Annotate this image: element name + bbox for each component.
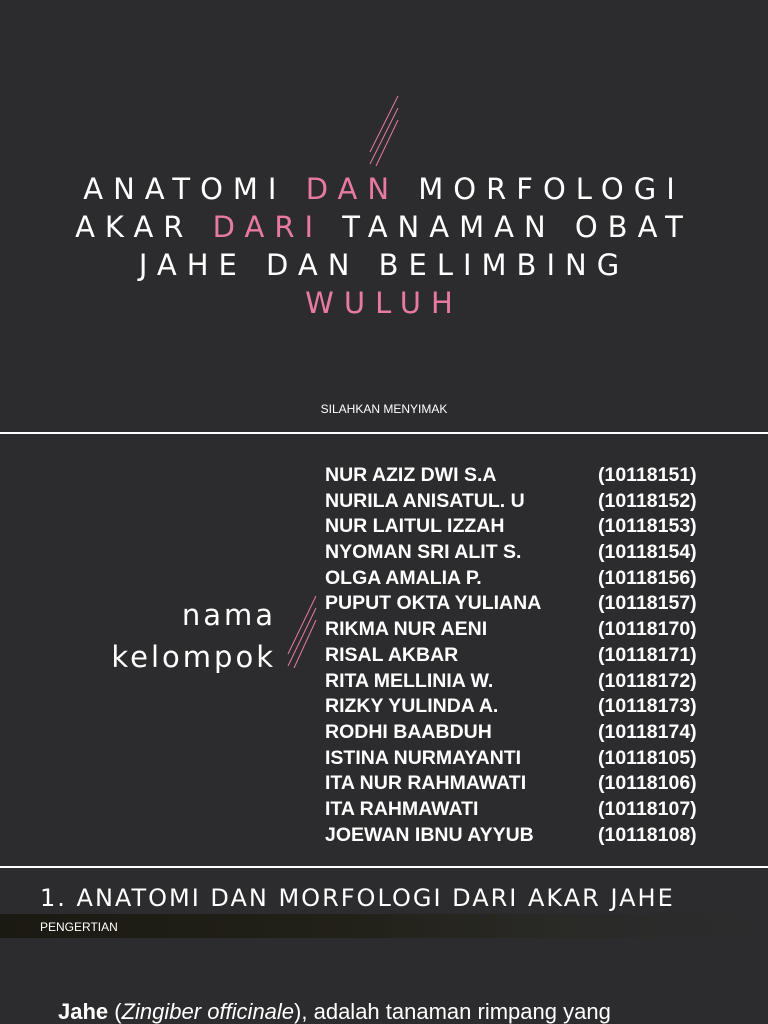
member-name: RISAL AKBAR — [325, 643, 459, 666]
title-highlight-word: DARI — [212, 210, 324, 244]
title-line-1 — [0, 170, 768, 208]
member-name: RITA MELLINIA W. — [325, 669, 494, 692]
member-name: NYOMAN SRI ALIT S. — [325, 541, 522, 564]
member-id: (10118173) — [598, 695, 697, 718]
member-name: JOEWAN IBNU AYYUB — [325, 823, 534, 846]
list-item — [325, 591, 745, 617]
member-id: (10118152) — [598, 489, 697, 512]
member-id: (10118156) — [598, 566, 697, 589]
list-item — [325, 720, 745, 746]
member-id: (10118170) — [598, 618, 697, 641]
presentation-title — [0, 170, 768, 322]
member-name: PUPUT OKTA YULIANA — [325, 592, 542, 615]
member-name: ITA RAHMAWATI — [325, 797, 479, 820]
list-item — [325, 540, 745, 566]
list-item — [325, 694, 745, 720]
member-id: (10118172) — [598, 669, 697, 692]
member-name: NUR LAITUL IZZAH — [325, 515, 505, 538]
member-name: RODHI BAABDUH — [325, 720, 492, 743]
section-slide — [0, 868, 768, 1024]
title-highlight-word: DAN — [305, 172, 400, 206]
member-list — [325, 463, 745, 848]
list-item — [325, 823, 745, 849]
list-item — [325, 489, 745, 515]
slide-subtitle: SILAHKAN MENYIMAK — [320, 402, 448, 416]
body-scientific-name: Zingiber officinale — [121, 999, 295, 1024]
group-members-slide — [0, 434, 768, 866]
list-item — [325, 746, 745, 772]
decorative-lines-icon — [366, 94, 400, 168]
list-item — [325, 514, 745, 540]
member-id: (10118174) — [598, 720, 697, 743]
member-id: (10118105) — [598, 746, 697, 769]
member-name: ISTINA NURMAYANTI — [325, 746, 522, 769]
section-heading: 1. ANATOMI DAN MORFOLOGI DARI AKAR JAHE — [40, 884, 675, 912]
member-id: (10118171) — [598, 643, 697, 666]
member-id: (10118153) — [598, 515, 697, 538]
list-item — [325, 643, 745, 669]
group-label-line-2: kelompok — [111, 640, 276, 674]
list-item — [325, 463, 745, 489]
title-line-2 — [0, 208, 768, 246]
member-name: ITA NUR RAHMAWATI — [325, 772, 527, 795]
member-id: (10118154) — [598, 541, 697, 564]
title-line-3: JAHE DAN BELIMBING — [138, 248, 630, 282]
body-bold-term: Jahe — [58, 999, 109, 1024]
title-word: ANATOMI — [83, 172, 287, 206]
title-line-4: WULUH — [305, 286, 463, 320]
list-item — [325, 797, 745, 823]
member-id: (10118157) — [598, 592, 697, 615]
group-label-line-1: nama — [181, 598, 276, 632]
decorative-lines-icon — [284, 594, 318, 670]
title-word: MORFOLOGI — [418, 172, 685, 206]
title-slide — [0, 0, 768, 432]
member-name: RIKMA NUR AENI — [325, 618, 488, 641]
body-paragraph — [58, 999, 611, 1024]
group-label — [76, 594, 276, 678]
body-text-open: ( — [108, 999, 122, 1024]
title-word: TANAMAN OBAT — [342, 210, 693, 244]
member-id: (10118108) — [598, 823, 697, 846]
member-id: (10118151) — [598, 464, 697, 486]
member-name: OLGA AMALIA P. — [325, 566, 482, 589]
list-item — [325, 771, 745, 797]
list-item — [325, 566, 745, 592]
body-text-rest: ), adalah tanaman rimpang yang — [294, 999, 611, 1024]
member-name: NURILA ANISATUL. U — [325, 489, 525, 512]
member-name: RIZKY YULINDA A. — [325, 695, 499, 718]
title-word: AKAR — [75, 210, 194, 244]
member-id: (10118106) — [598, 772, 697, 795]
member-name: NUR AZIZ DWI S.A — [325, 464, 497, 486]
member-id: (10118107) — [598, 797, 697, 820]
section-subheading: PENGERTIAN — [40, 920, 118, 934]
list-item — [325, 669, 745, 695]
list-item — [325, 617, 745, 643]
